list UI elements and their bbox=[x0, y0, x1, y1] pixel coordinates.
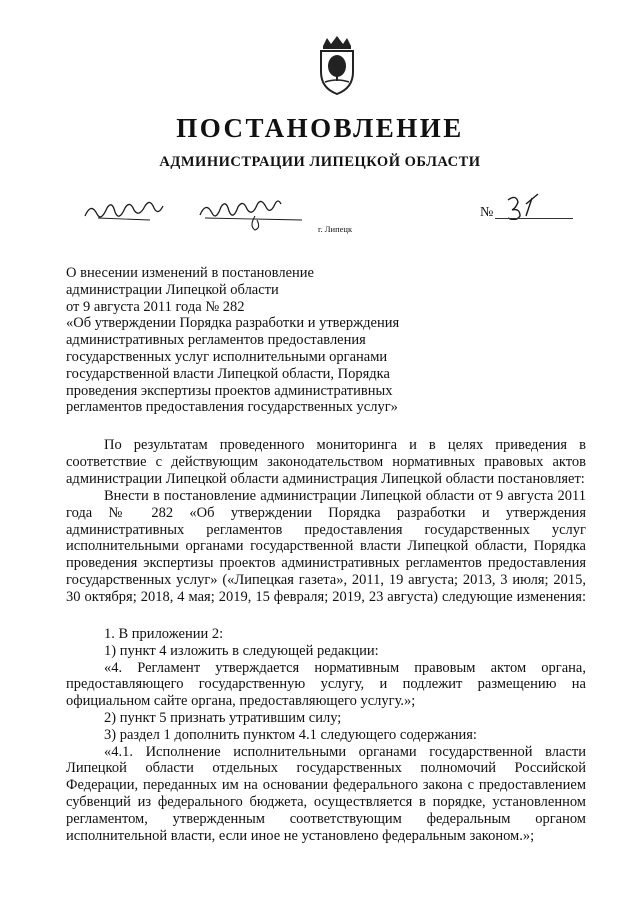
list-item: 3) раздел 1 дополнить пунктом 4.1 следующего содержания: bbox=[104, 726, 477, 743]
quote-line: исполнительной власти, если иное не установлено федеральным законом.»; bbox=[66, 827, 535, 844]
subject-line: регламентов предоставления государственных услуг» bbox=[66, 399, 398, 416]
paragraph-line: государственных услуг» («Липецкая газета», 2011, 19 августа; 2013, 3 июля; 2015, bbox=[66, 571, 586, 588]
subject-block bbox=[66, 265, 586, 416]
number-label: № bbox=[480, 205, 494, 220]
subject-line: О внесении изменений в постановление bbox=[66, 265, 314, 281]
quote-line: «4.1. Исполнение исполнительными органами государственной власти bbox=[104, 743, 586, 760]
list-amendments bbox=[66, 626, 586, 844]
list-item: 2) пункт 5 признать утратившим силу; bbox=[104, 709, 342, 726]
paragraph-line: проведения экспертизы проектов административных регламентов предоставления bbox=[66, 555, 586, 572]
paragraph-line: исполнительными органами государственной власти Липецкой области, Порядка bbox=[66, 538, 586, 555]
number-underline bbox=[495, 218, 573, 219]
handwritten-number bbox=[500, 190, 550, 220]
paragraph-preamble bbox=[66, 437, 586, 487]
city-label: г. Липецк bbox=[318, 224, 353, 234]
list-item: 1. В приложении 2: bbox=[104, 626, 224, 642]
paragraph-line: По результатам проведенного мониторинга и в целях приведения в bbox=[104, 437, 586, 453]
subject-line: административных регламентов предоставления bbox=[66, 332, 366, 349]
quote-line: официальном сайте органа, предоставляющего услугу.»; bbox=[66, 693, 416, 710]
paragraph-line: соответствие с действующим законодательством нормативных правовых актов bbox=[66, 453, 586, 470]
subject-line: администрации Липецкой области bbox=[66, 281, 279, 298]
paragraph-line: административных регламентов предоставления государственных услуг bbox=[66, 521, 586, 538]
quote-line: Липецкой области отдельных государственных полномочий Российской bbox=[66, 760, 586, 777]
paragraph-line: Внести в постановление администрации Липецкой области от 9 августа 2011 bbox=[104, 488, 586, 504]
coat-of-arms-emblem bbox=[315, 34, 359, 96]
paragraph-line: 30 октября; 2018, 4 мая; 2019, 15 февраля; 2019, 23 августа) следующие изменения: bbox=[66, 588, 586, 605]
document-subtitle: АДМИНИСТРАЦИИ ЛИПЕЦКОЙ ОБЛАСТИ bbox=[159, 154, 481, 170]
quote-line: Федерации, переданных им на основании федерального закона с предоставлением bbox=[66, 777, 586, 794]
quote-line: «4. Регламент утверждается нормативным правовым актом органа, bbox=[104, 659, 586, 676]
list-item: 1) пункт 4 изложить в следующей редакции: bbox=[104, 642, 379, 659]
paragraph-line: администрации Липецкой области администрация Липецкой области постановляет: bbox=[66, 470, 585, 487]
handwritten-date bbox=[80, 191, 310, 231]
document-title: ПОСТАНОВЛЕНИЕ bbox=[176, 113, 464, 143]
paragraph-amendments bbox=[66, 488, 586, 606]
subject-line: государственной власти Липецкой области, Порядка bbox=[66, 365, 390, 382]
quote-line: предоставляющего государственную услугу, и подлежит размещению на bbox=[66, 676, 586, 693]
subject-line: от 9 августа 2011 года № 282 bbox=[66, 298, 245, 315]
paragraph-line: года № 282 «Об утверждении Порядка разработки и утверждения bbox=[66, 504, 586, 521]
subject-line: проведения экспертизы проектов административных bbox=[66, 382, 393, 399]
subject-line: государственных услуг исполнительными органами bbox=[66, 348, 388, 365]
quote-line: регламентом, утвержденным соответствующим федеральным органом bbox=[66, 810, 586, 827]
quote-line: субвенций из федерального бюджета, осуществляется в порядке, установленном bbox=[66, 793, 586, 810]
subject-line: «Об утверждении Порядка разработки и утверждения bbox=[66, 315, 400, 332]
